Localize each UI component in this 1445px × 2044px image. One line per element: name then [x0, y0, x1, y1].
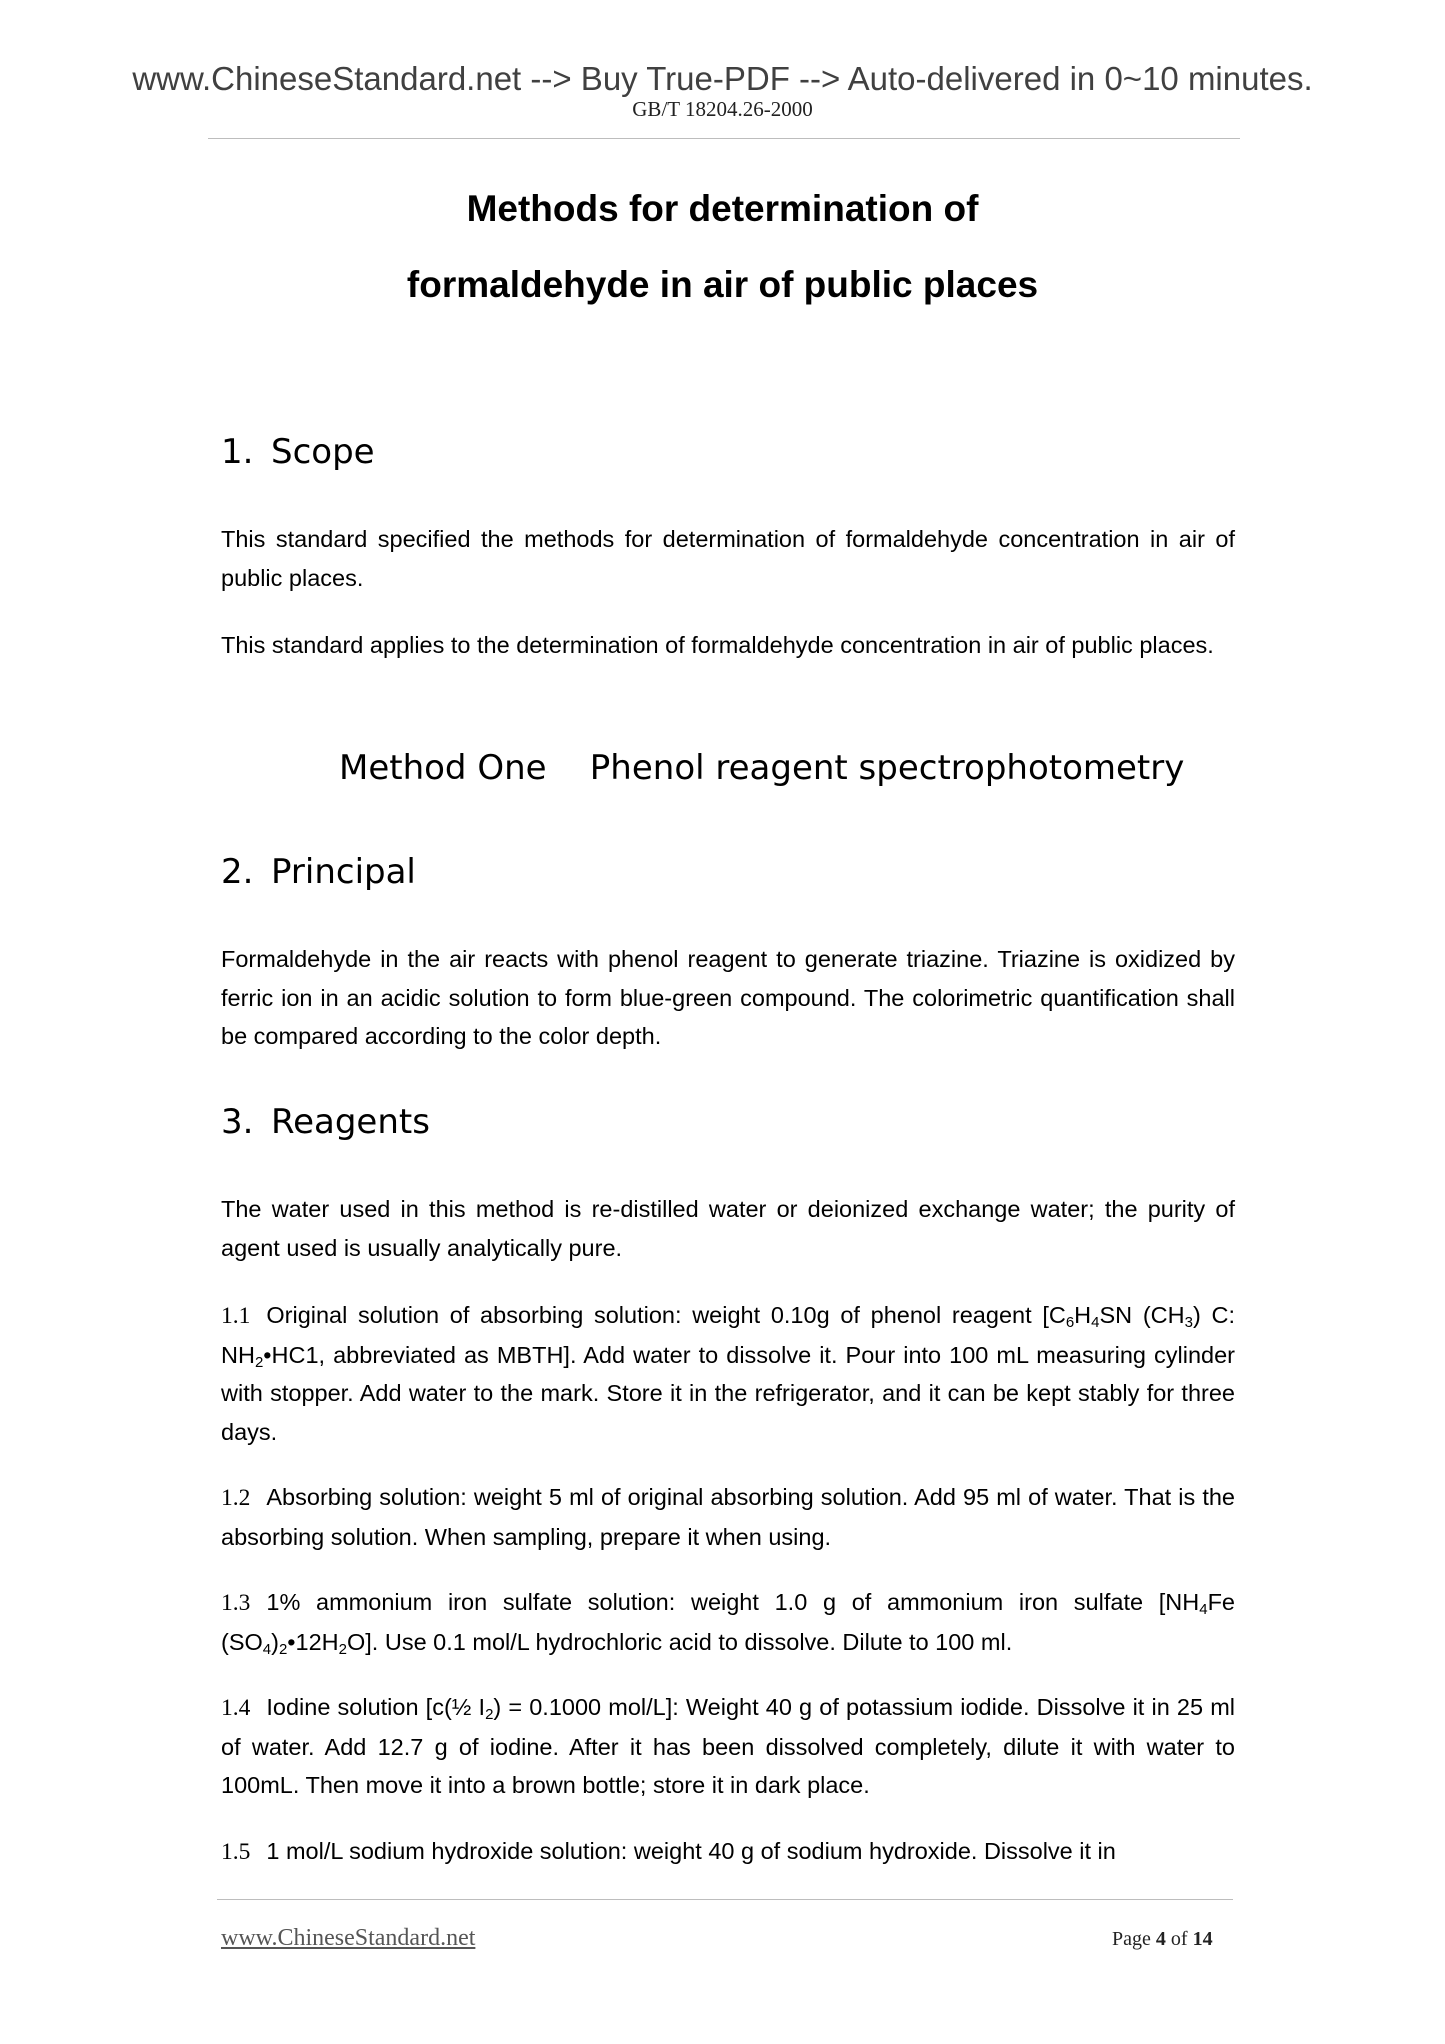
- section-number: 1.: [221, 432, 254, 472]
- scope-paragraph-1: This standard specified the methods for determination of formaldehyde concentration in air of public places.: [221, 526, 1235, 591]
- header-banner[interactable]: www.ChineseStandard.net --> Buy True-PDF --> Auto-delivered in 0~10 minutes.: [132, 60, 1313, 97]
- clause-number: 1.1: [221, 1303, 251, 1329]
- section-heading-principal: [221, 852, 416, 892]
- document-id: GB/T 18204.26-2000: [632, 97, 813, 121]
- scope-paragraph-2: This standard applies to the determination of formaldehyde concentration in air of public places.: [221, 632, 1214, 658]
- footer-website-link[interactable]: www.ChineseStandard.net: [221, 1925, 476, 1951]
- reagent-item: 1.3 1% ammonium iron sulfate solution: weight 1.0 g of ammonium iron sulfate [$NH_4Fe$ $(SO_4)_2•12H_2O$]. Use 0.1 mol/L hydrochloric acid to dissolve. Dilute to 100 ml.: [221, 1589, 1235, 1658]
- reagents-intro: The water used in this method is re-distilled water or deionized exchange water; the purity of agent used is usually analytically pure.: [221, 1196, 1235, 1261]
- section-title: Principal: [271, 852, 416, 892]
- clause-number: 1.3: [221, 1590, 251, 1616]
- section-heading-reagents: [221, 1102, 430, 1142]
- reagent-item: 1.2 Absorbing solution: weight 5 ml of original absorbing solution. Add 95 ml of water. That is the absorbing solution. When sampling, prepare it when using.: [221, 1484, 1235, 1550]
- clause-number: 1.2: [221, 1485, 251, 1511]
- reagent-item: 1.1 Original solution of absorbing solution: weight 0.10g of phenol reagent [$C_6H_4SN$ $(CH_3)$ C: $NH_2•HC1$, abbreviated as MBTH]. Add water to dissolve it. Pour into 100 mL measuring cylinder with stopper. Add water to the mark. Store it in the refrigerator, and it can be kept stably for three days.: [221, 1302, 1235, 1445]
- method-label: Method One: [339, 748, 547, 788]
- section-heading-scope: [221, 432, 375, 472]
- section-number: 2.: [221, 852, 254, 892]
- clause-number: 1.4: [221, 1695, 251, 1721]
- clause-number: 1.5: [221, 1839, 251, 1865]
- reagent-item: 1.4 Iodine solution [c(½ $I_2) = 0.1000$ mol/L]: Weight 40 g of potassium iodide. Dissolve it in 25 ml of water. Add 12.7 g of iodine. After it has been dissolved completely, dilute it with water to 100mL. Then move it into a brown bottle; store it in dark place.: [221, 1694, 1235, 1798]
- principal-paragraph: Formaldehyde in the air reacts with phenol reagent to generate triazine. Triazine is oxidized by ferric ion in an acidic solution to form blue-green compound. The colorimetric quantification shall be compared according to the color depth.: [221, 946, 1235, 1049]
- footer-divider: [217, 1899, 1233, 1900]
- section-title: Reagents: [271, 1102, 430, 1142]
- reagent-item: 1.5 1 mol/L sodium hydroxide solution: weight 40 g of sodium hydroxide. Dissolve it in: [221, 1838, 1116, 1865]
- header-divider: [208, 138, 1240, 139]
- method-name: Phenol reagent spectrophotometry: [589, 748, 1185, 788]
- page-title-line-2: formaldehyde in air of public places: [406, 264, 1039, 305]
- method-heading: [339, 748, 1184, 788]
- section-number: 3.: [221, 1102, 254, 1142]
- page-title-line-1: Methods for determination of: [466, 188, 979, 229]
- section-title: Scope: [271, 432, 375, 472]
- page-number: Page 4 of 14: [1112, 1928, 1213, 1950]
